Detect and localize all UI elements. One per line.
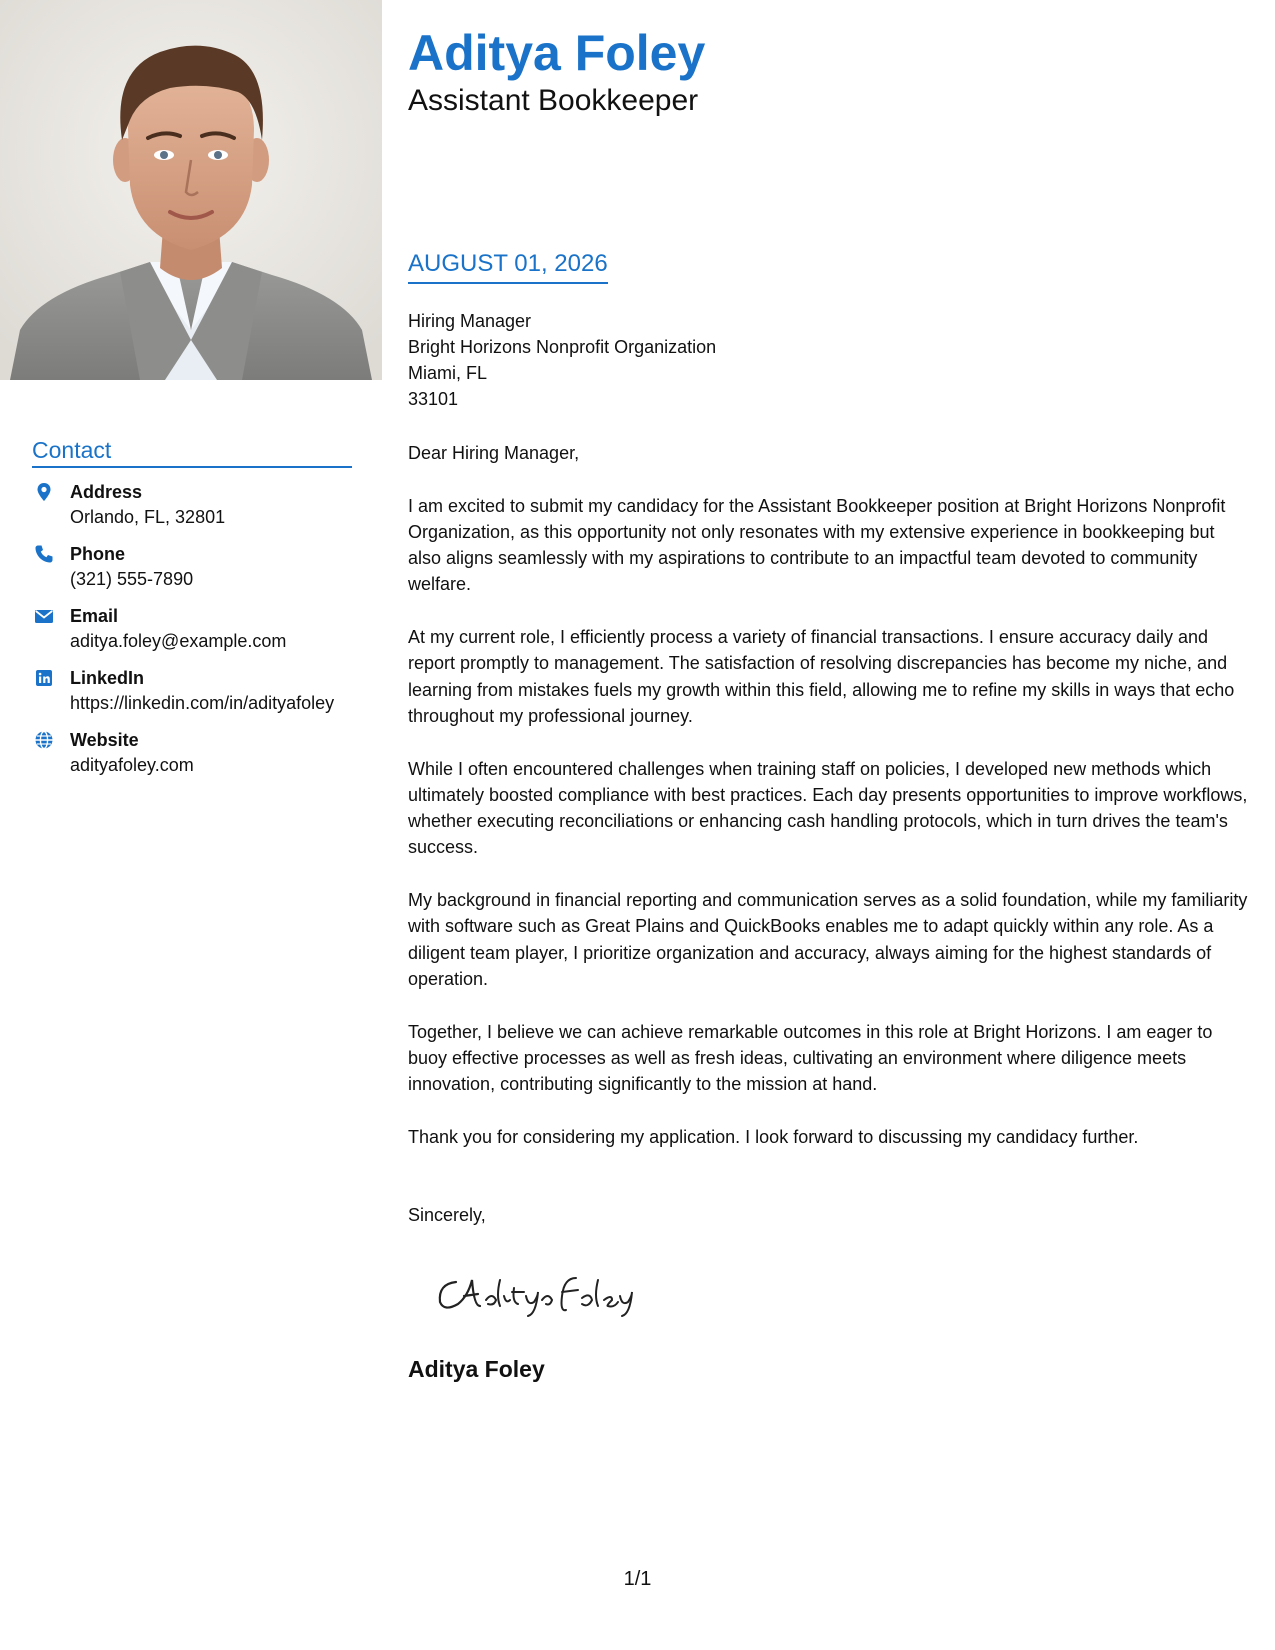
contact-sidebar xyxy=(32,436,352,790)
contact-item-phone xyxy=(32,542,352,592)
contact-label-phone: Phone xyxy=(70,544,126,564)
contact-value-phone: (321) 555-7890 xyxy=(70,569,194,589)
letter-body xyxy=(408,440,1250,1176)
letter-date: AUGUST 01, 2026 xyxy=(408,248,608,284)
profile-photo xyxy=(0,0,382,380)
location-pin-icon xyxy=(34,482,54,502)
body-paragraph: I am excited to submit my candidacy for the Assistant Bookkeeper position at Bright Horizons Nonprofit Organization, as this opportunity not only resonates with my extensive experience in bookkeeping but also aligns seamlessly with my aspirations to contribute to an impactful team devoted to community welfare. xyxy=(408,495,1226,595)
phone-icon xyxy=(34,544,54,564)
body-paragraph: Together, I believe we can achieve remarkable outcomes in this role at Bright Horizons. I am eager to buoy effective processes as well as fresh ideas, cultivating an environment where diligence meets innovation, contributing significantly to the mission at hand. xyxy=(408,1021,1213,1095)
contact-label-email: Email xyxy=(70,606,119,626)
contact-heading: Contact xyxy=(32,436,352,468)
contact-item-email xyxy=(32,604,352,654)
contact-value-website[interactable]: adityafoley.com xyxy=(70,755,194,775)
contact-label-address: Address xyxy=(70,482,143,502)
letter-main xyxy=(408,22,1250,1382)
body-paragraph: My background in financial reporting and communication serves as a solid foundation, while my familiarity with software such as Great Plains and QuickBooks enables me to adapt quickly within any role. As a diligent team player, I prioritize organization and accuracy, always aiming for the highest standards of operation. xyxy=(408,890,1248,989)
linkedin-icon xyxy=(34,668,54,688)
recipient-line: 33101 xyxy=(408,389,459,409)
closing: Sincerely, xyxy=(408,1205,486,1225)
signature-name: Aditya Foley xyxy=(408,1356,545,1382)
page-number: 1/1 xyxy=(623,1568,652,1590)
contact-label-linkedin: LinkedIn xyxy=(70,668,145,688)
body-paragraph: While I often encountered challenges when training staff on policies, I developed new methods which ultimately boosted compliance with best practices. Each day presents opportunities to improve workflows, whether executing reconciliations or enhancing cash handling protocols, which in turn drives the team's success. xyxy=(408,758,1248,858)
recipient-line: Bright Horizons Nonprofit Organization xyxy=(408,337,717,357)
body-paragraph: At my current role, I efficiently process a variety of financial transactions. I ensure accuracy daily and report promptly to management. The satisfaction of resolving discrepancies has become my niche, and learning from mistakes fuels my growth within this field, allowing me to refine my skills in ways that echo throughout my professional journey. xyxy=(408,627,1235,726)
signature-image xyxy=(434,1262,654,1322)
handwritten-signature xyxy=(434,1262,654,1322)
contact-item-address xyxy=(32,480,352,530)
recipient-line: Miami, FL xyxy=(408,363,488,383)
recipient-line: Hiring Manager xyxy=(408,311,532,331)
contact-item-website xyxy=(32,728,352,778)
salutation: Dear Hiring Manager, xyxy=(408,443,580,463)
contact-value-email[interactable]: aditya.foley@example.com xyxy=(70,631,287,651)
contact-label-website: Website xyxy=(70,730,139,750)
email-icon xyxy=(34,606,54,626)
body-paragraph: Thank you for considering my application. I look forward to discussing my candidacy further. xyxy=(408,1126,1139,1147)
contact-value-address: Orlando, FL, 32801 xyxy=(70,507,226,527)
applicant-name: Aditya Foley xyxy=(408,25,706,81)
contact-item-linkedin xyxy=(32,666,352,716)
portrait-illustration xyxy=(0,0,382,380)
globe-icon xyxy=(34,730,54,750)
applicant-title: Assistant Bookkeeper xyxy=(408,84,699,117)
recipient-block xyxy=(408,308,716,412)
contact-value-linkedin[interactable]: https://linkedin.com/in/adityafoley xyxy=(70,693,335,713)
